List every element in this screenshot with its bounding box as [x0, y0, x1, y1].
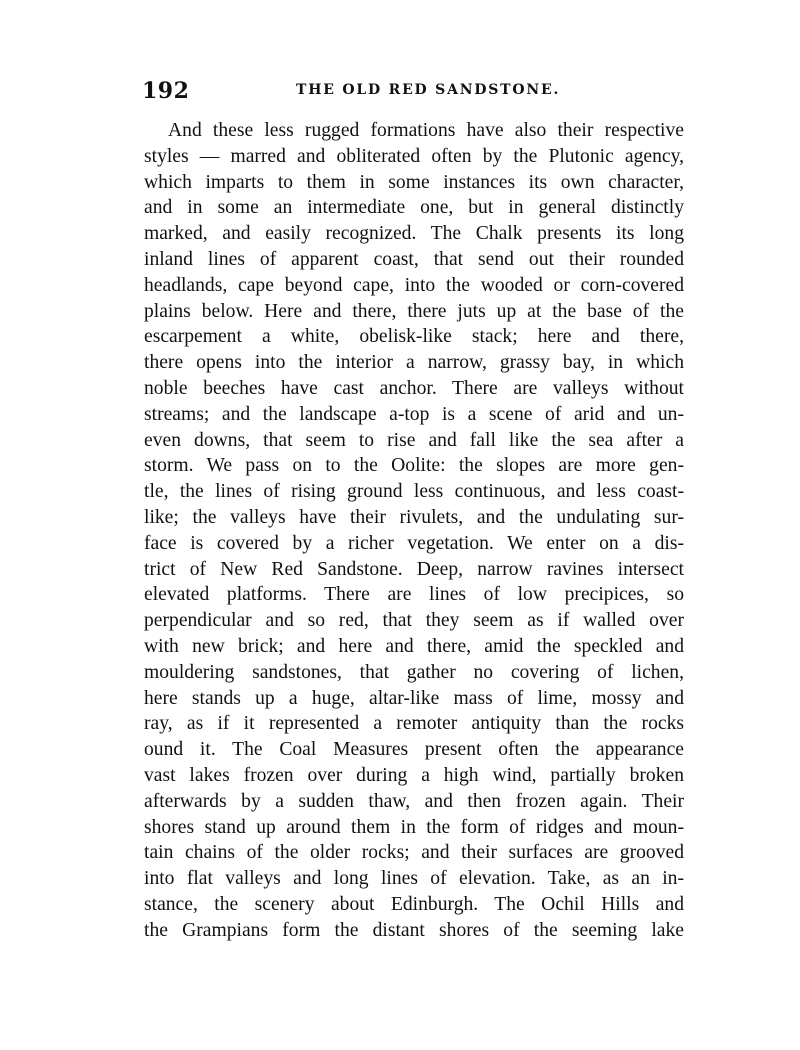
text-line: trict of New Red Sandstone. Deep, narrow ravines intersect [144, 558, 684, 580]
text-line: face is covered by a richer vegetation. We enter on a dis- [144, 532, 684, 554]
text-line: ray, as if it represented a remoter antiquity than the rocks [144, 713, 684, 735]
text-line: with new brick; and here and there, amid the speckled and [144, 635, 684, 657]
text-line: mouldering sandstones, that gather no covering of lichen, [144, 661, 684, 683]
text-line: here stands up a huge, altar-like mass of lime, mossy and [144, 687, 684, 709]
running-title: THE OLD RED SANDSTONE. [296, 82, 561, 98]
text-line: And these less rugged formations have also their respective [168, 120, 684, 141]
text-line: escarpement a white, obelisk-like stack; here and there, [144, 326, 684, 348]
text-line: noble beeches have cast anchor. There are valleys without [144, 377, 684, 399]
text-line: into flat valleys and long lines of elevation. Take, as an in- [144, 868, 684, 890]
page-number: 192 [142, 78, 190, 104]
text-line: tle, the lines of rising ground less continuous, and less coast- [144, 481, 684, 503]
text-line: which imparts to them in some instances its own character, [144, 171, 684, 193]
text-line: streams; and the landscape a-top is a scene of arid and un- [144, 403, 684, 425]
text-line: storm. We pass on to the Oolite: the slopes are more gen- [144, 455, 684, 477]
text-line: inland lines of apparent coast, that send out their rounded [144, 248, 684, 270]
text-line: and in some an intermediate one, but in general distinctly [144, 197, 684, 219]
text-line: the Grampians form the distant shores of the seeming lake [144, 919, 684, 941]
text-line: afterwards by a sudden thaw, and then frozen again. Their [144, 790, 684, 812]
text-line: styles — marred and obliterated often by the Plutonic agency, [144, 145, 684, 167]
text-line: ound it. The Coal Measures present often the appearance [144, 739, 684, 761]
text-line: elevated platforms. There are lines of low precipices, so [144, 584, 684, 606]
body-paragraph [144, 118, 684, 944]
text-line: even downs, that seem to rise and fall like the sea after a [144, 429, 684, 451]
text-line: stance, the scenery about Edinburgh. The Ochil Hills and [144, 893, 684, 915]
text-line: vast lakes frozen over during a high wind, partially broken [144, 764, 684, 786]
text-line: there opens into the interior a narrow, grassy bay, in which [144, 352, 684, 374]
text-line: plains below. Here and there, there juts up at the base of the [144, 300, 684, 322]
text-line: tain chains of the older rocks; and their surfaces are grooved [144, 842, 684, 864]
text-line: headlands, cape beyond cape, into the wooded or corn-covered [144, 274, 684, 296]
text-line: perpendicular and so red, that they seem as if walled over [144, 610, 684, 632]
text-line: marked, and easily recognized. The Chalk presents its long [144, 223, 684, 245]
text-line: like; the valleys have their rivulets, and the undulating sur- [144, 506, 684, 528]
text-line: shores stand up around them in the form of ridges and moun- [144, 816, 684, 838]
